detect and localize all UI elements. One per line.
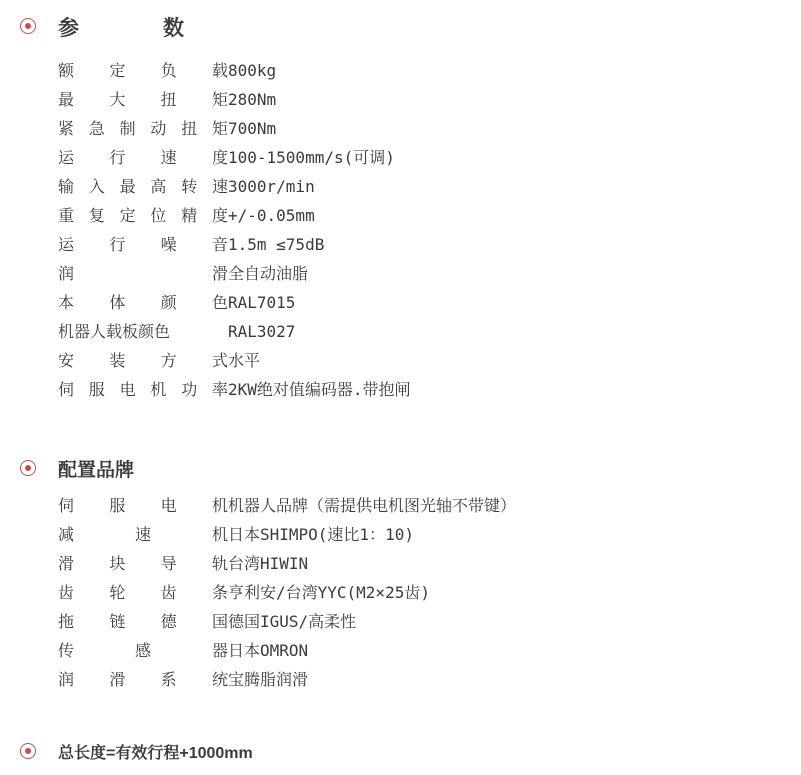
spec-value: 全自动油脂 (228, 264, 309, 283)
spec-label: 安 装 方 式 (58, 353, 228, 370)
spec-row (58, 87, 411, 116)
spec-row (58, 667, 516, 696)
spec-row (58, 348, 411, 377)
section-header-parameters (20, 12, 198, 42)
target-bullet-icon (20, 460, 38, 478)
spec-row (58, 290, 411, 319)
spec-value: RAL7015 (228, 293, 296, 312)
spec-value: +/-0.05mm (228, 206, 315, 225)
spec-value: 台湾HIWIN (228, 554, 309, 573)
parameters-list (58, 58, 411, 406)
spec-label: 运 行 噪 音 (58, 237, 228, 254)
spec-value: 宝腾脂润滑 (228, 670, 309, 689)
target-bullet-icon (20, 743, 38, 761)
spec-row (58, 551, 516, 580)
spec-row (58, 116, 411, 145)
spec-label: 减 速 机 (58, 527, 228, 544)
spec-row (58, 232, 411, 261)
spec-row (58, 580, 516, 609)
spec-label: 运 行 速 度 (58, 150, 228, 167)
spec-value: 2KW绝对值编码器.带抱闸 (228, 380, 411, 399)
section-title-brands: 配置品牌 (58, 460, 135, 481)
spec-label: 机器人载板颜色 (58, 324, 171, 341)
spec-label: 润 滑 (58, 266, 228, 283)
spec-row (58, 58, 411, 87)
spec-label: 润 滑 系 统 (58, 672, 228, 689)
spec-row (58, 174, 411, 203)
spec-value: 100-1500mm/s(可调) (228, 148, 395, 167)
spec-value: 280Nm (228, 90, 277, 109)
spec-value: 1.5m ≤75dB (228, 235, 325, 254)
spec-label: 拖 链 德 国 (58, 614, 228, 631)
spec-value: 水平 (228, 351, 261, 370)
spec-row (58, 145, 411, 174)
spec-row (58, 261, 411, 290)
total-length-note: 总长度=有效行程+1000mm (58, 745, 253, 762)
spec-value: 日本SHIMPO(速比1：10) (228, 525, 414, 544)
spec-label: 齿 轮 齿 条 (58, 585, 228, 602)
spec-label: 伺 服 电 机 功 率 (58, 382, 228, 399)
spec-row (58, 638, 516, 667)
spec-value: RAL3027 (228, 322, 296, 341)
spec-label: 伺 服 电 机 (58, 498, 228, 515)
spec-label: 输 入 最 高 转 速 (58, 179, 228, 196)
spec-row (58, 203, 411, 232)
section-header-brands (20, 455, 134, 482)
spec-label: 额 定 负 载 (58, 63, 228, 80)
spec-value: 德国IGUS/高柔性 (228, 612, 357, 631)
spec-label: 紧 急 制 动 扭 矩 (58, 121, 228, 138)
spec-row (58, 609, 516, 638)
spec-value: 日本OMRON (228, 641, 309, 660)
spec-label: 重 复 定 位 精 度 (58, 208, 228, 225)
spec-value: 亨利安/台湾YYC(M2×25齿) (228, 583, 430, 602)
spec-row (58, 377, 411, 406)
spec-label: 最 大 扭 矩 (58, 92, 228, 109)
spec-value: 700Nm (228, 119, 277, 138)
section-title-parameters: 参 数 (58, 17, 198, 40)
spec-label: 本 体 颜 色 (58, 295, 228, 312)
spec-row (58, 319, 411, 348)
spec-row (58, 493, 516, 522)
section-header-total-length (20, 740, 253, 763)
spec-value: 800kg (228, 61, 277, 80)
spec-value: 机器人品牌（需提供电机图光轴不带键） (228, 496, 517, 515)
spec-row (58, 522, 516, 551)
spec-label: 传 感 器 (58, 643, 228, 660)
spec-label: 滑 块 导 轨 (58, 556, 228, 573)
spec-value: 3000r/min (228, 177, 315, 196)
target-bullet-icon (20, 18, 38, 36)
brands-list (58, 493, 516, 696)
